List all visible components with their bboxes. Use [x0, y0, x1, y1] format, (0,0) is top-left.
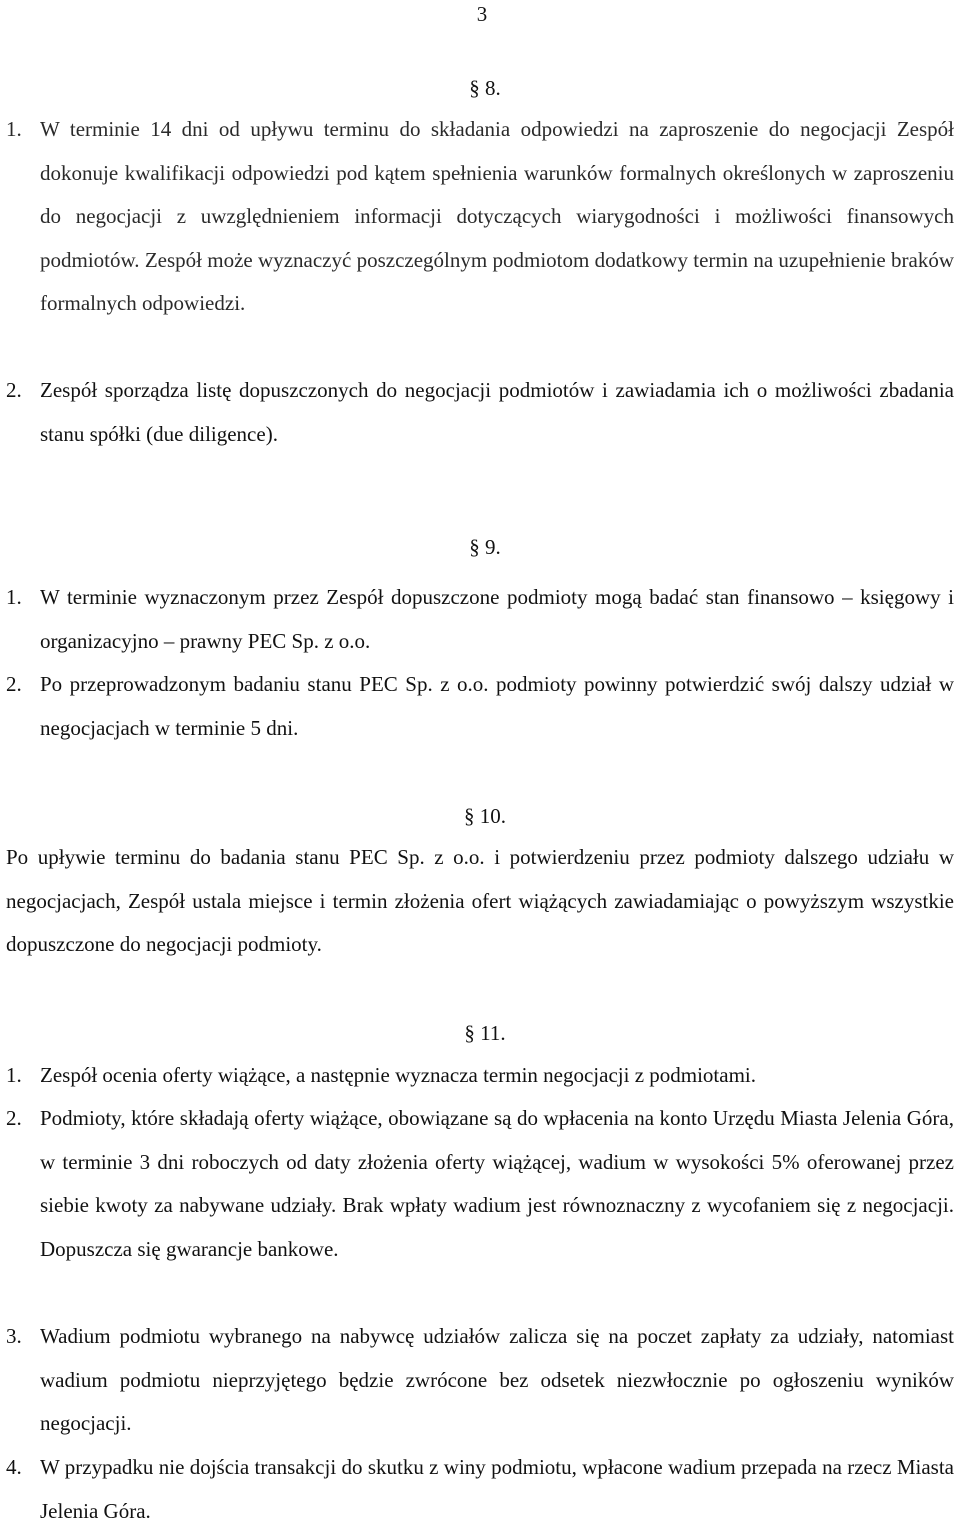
paragraph-number: 2.: [6, 378, 22, 402]
paragraph-11-4: [6, 1446, 954, 1533]
page-number: 3: [476, 2, 488, 26]
section-heading-8: § 8.: [469, 76, 501, 100]
paragraph-text: W terminie 14 dni od upływu terminu do składania odpowiedzi na zaproszenie do negocjacji Zespół dokonuje kwalifikacji odpowiedzi pod kątem spełnienia warunków formalnych określonych w zaproszeniu do negocjacji z uwzględnieniem informacji dotyczących wiarygodności i możliwości finansowych podmiotów. Zespół może wyznaczyć poszczególnym podmiotom dodatkowy termin na uzupełnienie braków formalnych odpowiedzi.: [40, 117, 954, 315]
paragraph-number: 1.: [6, 585, 22, 609]
section-heading-9: § 9.: [469, 535, 501, 559]
paragraph-11-1: [6, 1054, 954, 1098]
paragraph-8-1: [6, 108, 954, 326]
paragraph-text: Podmioty, które składają oferty wiążące, obowiązane są do wpłacenia na konto Urzędu Miasta Jelenia Góra, w terminie 3 dni roboczych od daty złożenia oferty wiążącej, wadium w wysokości 5% oferowanej przez siebie kwoty za nabywane udziały. Brak wpłaty wadium jest równoznaczny z wycofaniem się z negocjacji. Dopuszcza się gwarancje bankowe.: [40, 1106, 954, 1261]
paragraph-number: 2.: [6, 1106, 22, 1130]
paragraph-text: W terminie wyznaczonym przez Zespół dopuszczone podmioty mogą badać stan finansowo – księgowy i organizacyjno – prawny PEC Sp. z o.o.: [40, 585, 954, 653]
paragraph-11-2: [6, 1097, 954, 1271]
paragraph-text: Wadium podmiotu wybranego na nabywcę udziałów zalicza się na poczet zapłaty za udziały, natomiast wadium podmiotu nieprzyjętego będzie zwrócone bez odsetek niezwłocznie po ogłoszeniu wyników negocjacji.: [40, 1324, 954, 1435]
paragraph-number: 4.: [6, 1455, 22, 1479]
paragraph-number: 2.: [6, 672, 22, 696]
paragraph-text: W przypadku nie dojścia transakcji do skutku z winy podmiotu, wpłacone wadium przepada na rzecz Miasta Jelenia Góra.: [40, 1455, 954, 1523]
paragraph-text: Po przeprowadzonym badaniu stanu PEC Sp. z o.o. podmioty powinny potwierdzić swój dalszy udział w negocjacjach w terminie 5 dni.: [40, 672, 954, 740]
paragraph-text: Zespół ocenia oferty wiążące, a następnie wyznacza termin negocjacji z podmiotami.: [40, 1063, 757, 1087]
paragraph-9-2: [6, 663, 954, 750]
paragraph-text: Zespół sporządza listę dopuszczonych do negocjacji podmiotów i zawiadamia ich o możliwości zbadania stanu spółki (due diligence).: [40, 378, 954, 446]
paragraph-8-2: [6, 369, 954, 456]
section-heading-10: § 10.: [464, 804, 506, 828]
paragraph-9-1: [6, 576, 954, 663]
paragraph-10: Po upływie terminu do badania stanu PEC Sp. z o.o. i potwierdzeniu przez podmioty dalszego udziału w negocjacjach, Zespół ustala miejsce i termin złożenia ofert wiążących zawiadamiając o powyższym wszystkie dopuszczone do negocjacji podmioty.: [6, 845, 954, 956]
paragraph-11-3: [6, 1315, 954, 1446]
paragraph-number: 1.: [6, 117, 22, 141]
paragraph-number: 3.: [6, 1324, 22, 1348]
section-heading-11: § 11.: [464, 1021, 506, 1045]
paragraph-number: 1.: [6, 1063, 22, 1087]
